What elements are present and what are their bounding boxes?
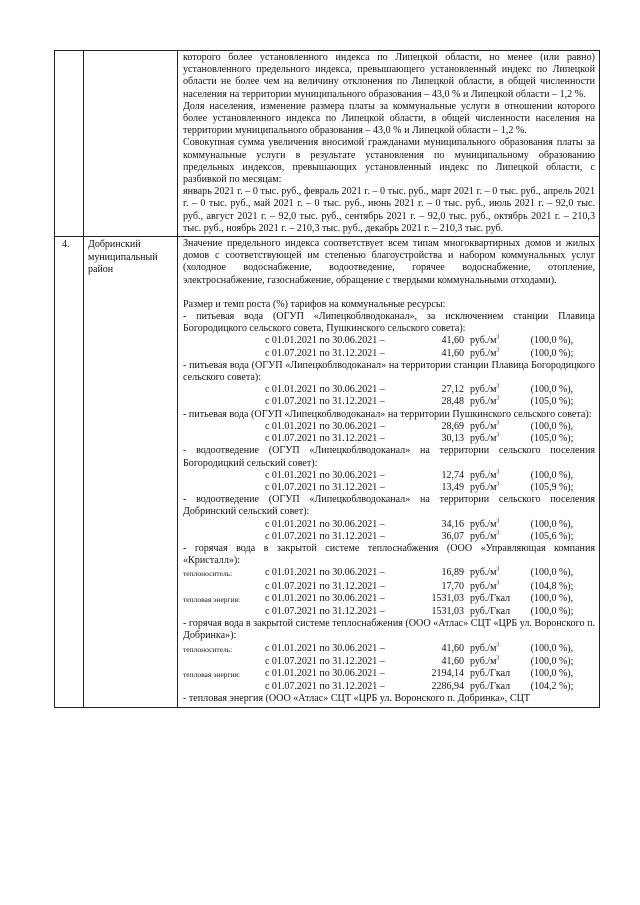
spacer — [183, 287, 595, 299]
rate-unit-text: руб./м — [469, 530, 497, 542]
rate-percent: (105,9 %); — [530, 481, 574, 493]
tariff-rate-row — [183, 668, 595, 681]
rate-label — [183, 396, 265, 408]
rate-unit — [464, 681, 525, 693]
row3-paragraph: январь 2021 г. – 0 тыс. руб., февраль 2021 г. – 0 тыс. руб., март 2021 г. – 0 тыс. руб., апрель 2021 г. – 0 тыс. руб., май 2021 г. – 0 тыс. руб., июнь 2021 г. – 0 тыс. руб., июль 2021 г. – 92,0 тыс. руб., август 2021 г. – 92,0 тыс. руб., сентябрь 2021 г. – 92,0 тыс. руб., октябрь 2021 г. – 210,3 тыс. руб., ноябрь 2021 г. – 210,3 тыс. руб., декабрь 2021 г. – 210,3 тыс. руб. — [183, 186, 595, 234]
rate-percent: (100,0 %), — [530, 567, 574, 579]
rate-period: с 01.07.2021 по 31.12.2021 – — [264, 605, 385, 617]
tariff-rate-row — [183, 433, 595, 445]
rate-period: с 01.07.2021 по 31.12.2021 – — [264, 530, 385, 542]
rate-percent: (100,0 %); — [530, 655, 574, 667]
rate-unit-text: руб./м — [469, 655, 497, 667]
rate-unit-text: руб./м — [469, 481, 497, 493]
tariff-rate-row — [183, 656, 595, 668]
rate-value: 41,60 — [441, 347, 464, 359]
tariff-rate-row — [183, 421, 595, 433]
rate-unit — [464, 421, 525, 433]
rate-period: с 01.01.2021 по 30.06.2021 – — [264, 642, 385, 654]
rate-label — [183, 531, 265, 543]
rate-value: 17,70 — [441, 580, 464, 592]
row3-district-cell — [84, 51, 178, 237]
rate-period: с 01.01.2021 по 30.06.2021 – — [264, 335, 385, 347]
row3-paragraph: Доля населения, изменение размера платы за коммунальные услуги в отношении которого более установленного индекса по Липецкой области, в общей численности населения на территории муниципального образования – 43,0 % и Липецкой области – 1,2 %. — [183, 100, 595, 137]
rate-unit-superscript: 3 — [496, 420, 500, 427]
tariff-section-title: - горячая вода в закрытой системе теплоснабжения (ООО «Управляющая компания «Кристалл»): — [183, 542, 595, 567]
rate-unit — [464, 643, 525, 656]
rate-unit-text: руб./Гкал — [469, 605, 511, 617]
rate-unit-text: руб./м — [469, 384, 497, 396]
tariff-rate-row — [183, 396, 595, 408]
rate-period: с 01.07.2021 по 31.12.2021 – — [264, 580, 385, 592]
rate-label — [183, 656, 265, 668]
rate-value: 41,60 — [441, 655, 464, 667]
rate-percent: (104,2 %); — [530, 681, 574, 693]
rate-unit-text: руб./м — [469, 433, 497, 445]
rate-value: 12,74 — [441, 469, 464, 481]
tariff-section-title: - водоотведение (ОГУП «Липецкоблводоканал» на территории сельского поселения Добринский сельский совет): — [183, 494, 595, 518]
intro-paragraph: Значение предельного индекса соответствует всем типам многоквартирных домов и жилых домов с соответствующей им степенью благоустройства и набором коммунальных услуг (холодное водоснабжение, водоотведение, горячее водоснабжение, отопление, электроснабжение, газоснабжение, обращение с твердыми коммунальными отходами). — [183, 238, 595, 286]
row3-number-cell — [55, 51, 84, 237]
rate-unit-superscript: 3 — [496, 481, 500, 488]
rate-unit-text: руб./м — [469, 580, 497, 592]
rate-label: тепловая энергия: — [183, 669, 241, 679]
rate-label: теплоноситель: — [183, 569, 233, 579]
tariff-table — [54, 50, 600, 708]
rate-unit-superscript: 3 — [496, 567, 500, 573]
rate-percent: (100,0 %), — [530, 335, 574, 347]
tariff-rate-row — [183, 335, 595, 347]
rate-period: с 01.07.2021 по 31.12.2021 – — [264, 481, 385, 493]
table-row-4 — [55, 237, 600, 708]
tariff-rate-row — [183, 531, 595, 543]
rate-percent: (100,0 %), — [530, 667, 574, 679]
rate-unit — [464, 656, 525, 668]
rate-value: 27,12 — [441, 384, 464, 396]
rate-period: с 01.07.2021 по 31.12.2021 – — [264, 681, 385, 693]
district-name: Добринский муниципальный район — [84, 237, 178, 708]
row3-paragraph: которого более установленного индекса по Липецкой области, но менее (или равно) установленного предельного индекса, превышающего установленный индекс по Липецкой области не более чем на величину отклонения по Липецкой области, в общей численности населения на территории муниципального образования – 43,0 % и Липецкой области – 1,2 %. — [183, 52, 595, 100]
rate-unit — [464, 335, 525, 347]
rate-period: с 01.01.2021 по 30.06.2021 – — [264, 469, 385, 481]
tariff-rate-row — [183, 384, 595, 396]
tariff-rate-row — [183, 681, 595, 693]
rate-unit — [464, 433, 525, 445]
rate-unit — [464, 348, 525, 360]
rate-value: 13,49 — [441, 481, 464, 493]
rate-unit-text: руб./Гкал — [469, 681, 511, 693]
rate-unit-text: руб./м — [469, 567, 497, 579]
tariff-rate-row — [183, 643, 595, 656]
rate-label — [183, 433, 265, 445]
rate-unit — [464, 482, 525, 494]
rate-label — [183, 681, 265, 693]
row4-content-cell — [178, 237, 600, 708]
rate-percent: (100,0 %); — [530, 347, 574, 359]
tariff-section-title: - питьевая вода (ОГУП «Липецкоблводоканал» на территории станции Плавица Богородицкого сельского совета): — [183, 359, 595, 384]
rate-unit — [464, 581, 525, 593]
rate-value: 30,13 — [441, 433, 464, 445]
rate-unit-superscript: 3 — [496, 347, 500, 354]
rate-unit — [464, 531, 525, 543]
rate-unit-text: руб./Гкал — [469, 592, 511, 604]
rate-label — [183, 482, 265, 494]
rate-period: с 01.07.2021 по 31.12.2021 – — [264, 396, 385, 408]
rate-unit — [464, 567, 525, 580]
tariff-rate-row — [183, 567, 595, 580]
tariff-sections — [183, 311, 595, 693]
rate-unit — [464, 470, 525, 482]
rate-label — [183, 470, 265, 482]
tariff-rate-row — [183, 593, 595, 606]
rate-label: тепловая энергия: — [183, 594, 241, 604]
rate-unit — [464, 606, 525, 618]
tariff-rate-row — [183, 348, 595, 360]
rate-unit-superscript: 3 — [496, 396, 500, 403]
rate-value: 16,89 — [441, 567, 464, 579]
rate-value: 2194,14 — [431, 667, 464, 679]
rate-label — [183, 606, 265, 618]
rate-label — [183, 519, 265, 531]
rate-period: с 01.01.2021 по 30.06.2021 – — [264, 518, 385, 530]
rate-unit-text: руб./м — [469, 347, 497, 359]
rate-unit-text: руб./м — [469, 335, 497, 347]
row-number: 4. — [55, 237, 84, 708]
rate-unit — [464, 593, 525, 606]
rate-percent: (100,0 %), — [530, 420, 574, 432]
rate-label: теплоноситель: — [183, 644, 233, 654]
rate-percent: (105,6 %); — [530, 530, 574, 542]
rate-value: 28,48 — [441, 396, 464, 408]
tariff-section-title: - питьевая вода (ОГУП «Липецкоблводоканал», за исключением станции Плавица Богородицкого сельского совета, Пушкинского сельского совета): — [183, 311, 595, 335]
row3-paragraph: Совокупная сумма увеличения вносимой гражданами муниципального образования платы за коммунальные услуги в результате установления по муниципальному образованию предельных индексов, превышающих установленный индекс по Липецкой области, с разбивкой по месяцам: — [183, 137, 595, 186]
rate-unit-text: руб./м — [469, 396, 497, 408]
rate-percent: (105,0 %); — [530, 433, 574, 445]
row3-content-cell — [178, 51, 600, 237]
rate-period: с 01.01.2021 по 30.06.2021 – — [264, 420, 385, 432]
tariff-rate-row — [183, 581, 595, 593]
rate-period: с 01.07.2021 по 31.12.2021 – — [264, 655, 385, 667]
rate-percent: (104,8 %); — [530, 580, 574, 592]
tariff-section-title: - питьевая вода (ОГУП «Липецкоблводоканал» на территории Пушкинского сельского совета): — [183, 408, 592, 420]
rate-unit-superscript: 3 — [496, 655, 500, 662]
rate-period: с 01.01.2021 по 30.06.2021 – — [264, 592, 385, 604]
rate-unit-superscript: 3 — [496, 642, 500, 649]
rate-unit-text: руб./м — [469, 469, 497, 481]
rate-unit-text: руб./м — [469, 420, 497, 432]
tariffs-heading: Размер и темп роста (%) тарифов на коммунальные ресурсы: — [183, 298, 446, 310]
rate-unit-superscript: 3 — [496, 469, 500, 476]
rate-unit-text: руб./м — [469, 518, 497, 530]
rate-unit — [464, 396, 525, 408]
rate-percent: (100,0 %); — [530, 605, 574, 617]
rate-period: с 01.01.2021 по 30.06.2021 – — [264, 667, 385, 679]
rate-unit-text: руб./Гкал — [469, 667, 511, 679]
rate-period: с 01.01.2021 по 30.06.2021 – — [264, 567, 385, 579]
rate-unit-superscript: 3 — [496, 580, 500, 587]
rate-percent: (100,0 %), — [530, 518, 574, 530]
rate-unit — [464, 519, 525, 531]
rate-label — [183, 581, 265, 593]
rate-value: 36,07 — [441, 530, 464, 542]
rate-value: 41,60 — [441, 642, 464, 654]
rate-label — [183, 384, 265, 396]
rate-unit-superscript: 3 — [496, 530, 500, 537]
tariff-section-title: - горячая вода в закрытой системе теплоснабжения (ООО «Атлас» СЦТ «ЦРБ ул. Воронского п. Добринка»): — [183, 618, 595, 642]
rate-unit — [464, 384, 525, 396]
rate-unit — [464, 668, 525, 681]
rate-percent: (100,0 %), — [530, 642, 574, 654]
last-line: - тепловая энергия (ООО «Атлас» СЦТ «ЦРБ ул. Воронского п. Добринка», СЦТ — [183, 693, 531, 705]
rate-percent: (100,0 %), — [530, 469, 574, 481]
rate-unit-superscript: 3 — [496, 383, 500, 390]
table-row-3-continuation — [55, 51, 600, 237]
tariff-rate-row — [183, 470, 595, 482]
rate-percent: (100,0 %), — [530, 592, 574, 604]
rate-value: 34,16 — [441, 518, 464, 530]
rate-label — [183, 421, 265, 433]
rate-period: с 01.07.2021 по 31.12.2021 – — [264, 433, 385, 445]
tariff-rate-row — [183, 482, 595, 494]
rate-value: 2286,94 — [431, 681, 464, 693]
rate-unit-superscript: 3 — [496, 518, 500, 525]
rate-label — [183, 348, 265, 360]
tariff-section-title: - водоотведение (ОГУП «Липецкоблводоканал» на территории сельского поселения Богородицкий сельский совет): — [183, 445, 595, 469]
rate-period: с 01.07.2021 по 31.12.2021 – — [264, 347, 385, 359]
tariff-rate-row — [183, 606, 595, 618]
rate-value: 41,60 — [441, 335, 464, 347]
rate-unit-superscript: 3 — [496, 432, 500, 439]
rate-period: с 01.01.2021 по 30.06.2021 – — [264, 384, 385, 396]
rate-value: 28,69 — [441, 420, 464, 432]
rate-unit-superscript: 3 — [496, 335, 500, 342]
rate-value: 1531,03 — [431, 592, 464, 604]
rate-unit-text: руб./м — [469, 642, 497, 654]
rate-percent: (100,0 %), — [530, 384, 574, 396]
rate-label — [183, 335, 265, 347]
tariff-rate-row — [183, 519, 595, 531]
rate-percent: (105,0 %); — [530, 396, 574, 408]
rate-value: 1531,03 — [431, 605, 464, 617]
